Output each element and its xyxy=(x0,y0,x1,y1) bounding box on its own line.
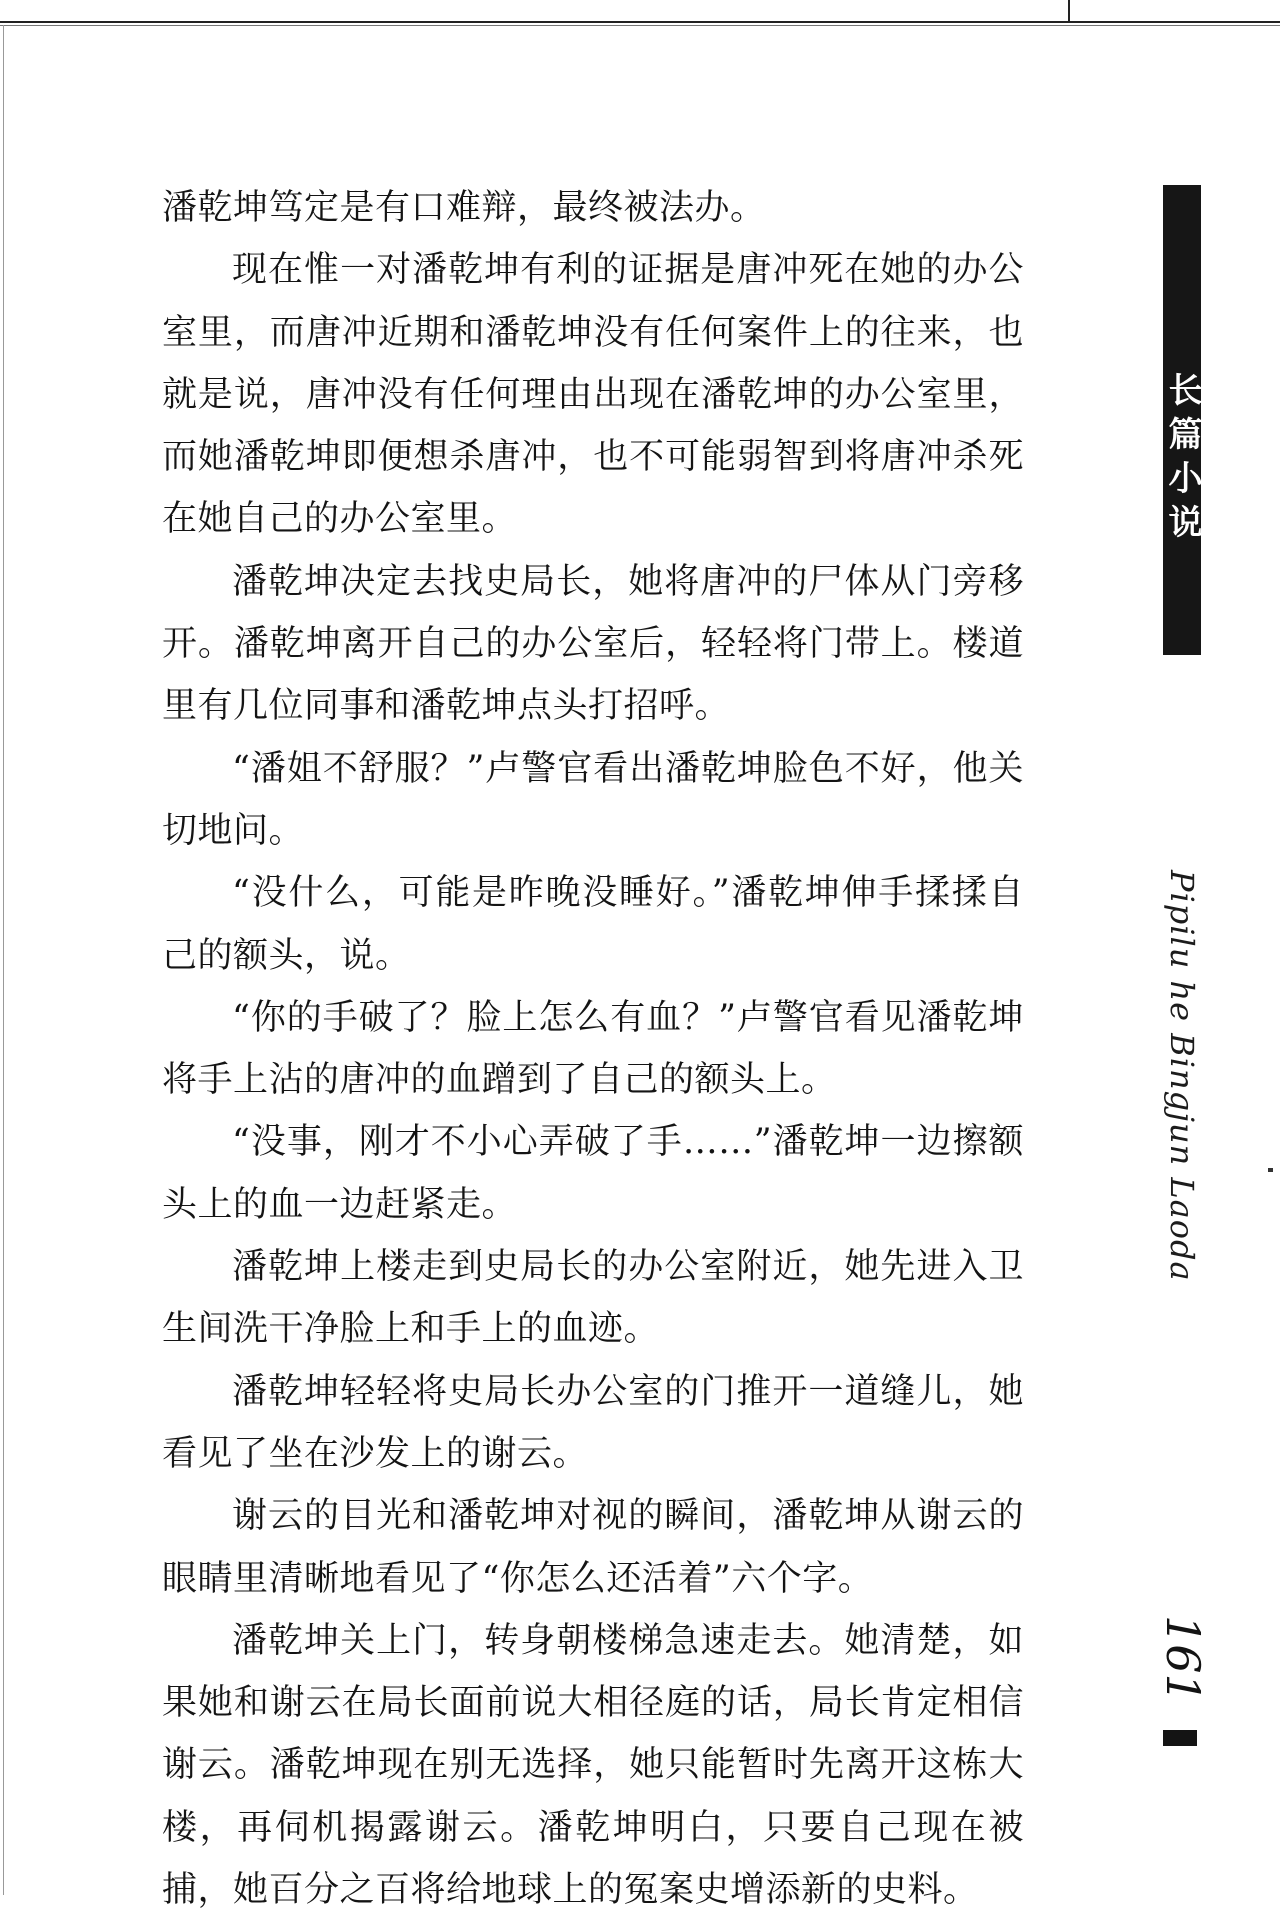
page-left-edge xyxy=(3,25,4,1895)
page-number-mark xyxy=(1163,1730,1197,1746)
header-tick xyxy=(1068,0,1070,21)
running-head-romanized: Pipilu he Bingjun Laoda xyxy=(1163,870,1201,1282)
paragraph-2: 现在惟一对潘乾坤有利的证据是唐冲死在她的办公室里，而唐冲近期和潘乾坤没有任何案件上的往来，也就是说，唐冲没有任何理由出现在潘乾坤的办公室里，而她潘乾坤即便想杀唐冲，也不可能弱智到将唐冲杀死在她自己的办公室里。 xyxy=(162,250,1024,540)
running-head-text: 长篇小说 xyxy=(1162,372,1202,548)
paragraph-8: 潘乾坤上楼走到史局长的办公室附近，她先进入卫生间洗干净脸上和手上的血迹。 xyxy=(162,1247,1024,1350)
page-number: 161 xyxy=(1156,1615,1210,1703)
header-rule-shadow xyxy=(0,25,1280,26)
header-rule xyxy=(0,21,1280,23)
paragraph-5: “没什么，可能是昨晚没睡好。”潘乾坤伸手揉揉自己的额头，说。 xyxy=(162,873,1024,976)
paragraph-11: 潘乾坤关上门，转身朝楼梯急速走去。她清楚，如果她和谢云在局长面前说大相径庭的话，局长肯定相信谢云。潘乾坤现在别无选择，她只能暂时先离开这栋大楼，再伺机揭露谢云。潘乾坤明白，只要自己现在被捕，她百分之百将给地球上的冤案史增添新的史料。 xyxy=(162,1620,1024,1911)
paragraph-10: 谢云的目光和潘乾坤对视的瞬间，潘乾坤从谢云的眼睛里清晰地看见了“你怎么还活着”六个字。 xyxy=(162,1496,1024,1599)
scan-speck xyxy=(1268,1168,1273,1172)
paragraph-9: 潘乾坤轻轻将史局长办公室的门推开一道缝儿，她看见了坐在沙发上的谢云。 xyxy=(162,1371,1024,1474)
paragraph-6: “你的手破了？脸上怎么有血？”卢警官看见潘乾坤将手上沾的唐冲的血蹭到了自己的额头上。 xyxy=(162,997,1024,1101)
body-text xyxy=(162,177,1024,1921)
paragraph-1: 潘乾坤笃定是有口难辩，最终被法办。 xyxy=(162,188,766,228)
paragraph-7: “没事，刚才不小心弄破了手……”潘乾坤一边擦额头上的血一边赶紧走。 xyxy=(162,1122,1024,1225)
paragraph-4: “潘姐不舒服？”卢警官看出潘乾坤脸色不好，他关切地问。 xyxy=(162,748,1024,851)
paragraph-3: 潘乾坤决定去找史局长，她将唐冲的尸体从门旁移开。潘乾坤离开自己的办公室后，轻轻将门带上。楼道里有几位同事和潘乾坤点头打招呼。 xyxy=(162,561,1024,727)
